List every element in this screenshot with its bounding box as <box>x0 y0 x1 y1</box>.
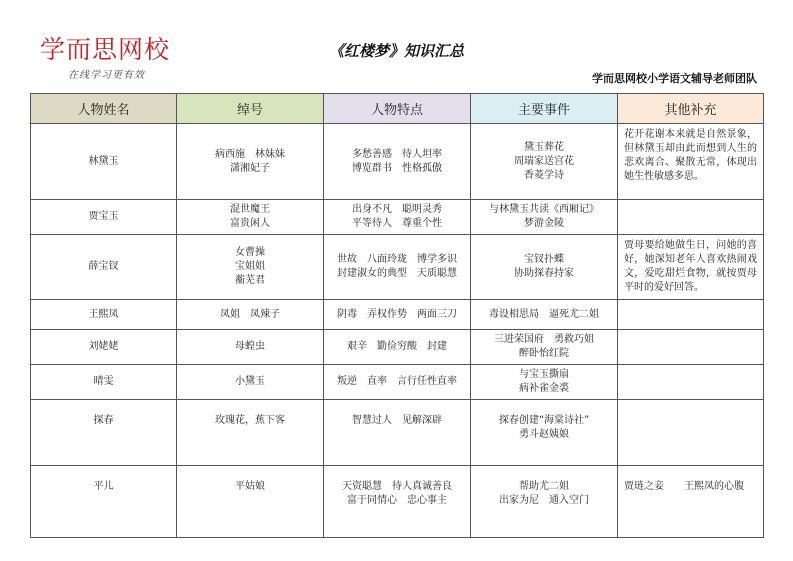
cell-character-name: 刘姥姥 <box>31 330 177 365</box>
cell-line: 智慧过人 见解深辟 <box>352 415 442 426</box>
cell-line: 贾母要给她做生日，问她的喜好，她深知老年人喜欢热闹戏文，爱吃甜烂食物，就按贾母平时的爱好回答。 <box>624 240 757 293</box>
cell-alias <box>177 466 324 538</box>
cell-line: 富贵闲人 <box>230 218 270 229</box>
cell-alias <box>177 300 324 330</box>
cell-line: 毒设相思局 逼死尤二姐 <box>489 308 599 320</box>
cell-character-name: 晴雯 <box>31 365 177 400</box>
cell-notes <box>618 400 764 466</box>
cell-notes <box>618 330 764 365</box>
cell-line: 蘅芜君 <box>235 275 265 286</box>
cell-traits <box>324 330 471 365</box>
cell-traits <box>324 235 471 300</box>
cell-character-name: 平儿 <box>31 466 177 538</box>
header-events: 主要事件 <box>471 94 618 124</box>
table-row <box>31 300 764 330</box>
cell-traits <box>324 466 471 538</box>
header-notes: 其他补充 <box>618 94 764 124</box>
cell-line: 出身不凡 聪明灵秀 <box>352 204 442 215</box>
cell-events <box>471 400 618 466</box>
document-title: 《红楼梦》知识汇总 <box>328 42 464 60</box>
cell-events <box>471 466 618 538</box>
cell-traits <box>324 365 471 400</box>
character-summary-table <box>30 93 764 538</box>
cell-traits <box>324 124 471 200</box>
cell-line: 醉卧怡红院 <box>519 348 569 359</box>
cell-events <box>471 124 618 200</box>
cell-line: 女曹操 <box>235 247 265 258</box>
cell-notes <box>618 200 764 235</box>
cell-notes <box>618 235 764 300</box>
cell-line: 协助探春持家 <box>514 268 574 279</box>
cell-notes <box>618 466 764 538</box>
cell-traits <box>324 200 471 235</box>
cell-alias <box>177 235 324 300</box>
cell-notes <box>618 124 764 200</box>
header-alias: 绰号 <box>177 94 324 124</box>
cell-line: 世故 八面玲珑 博学多识 <box>337 254 457 265</box>
cell-character-name: 王熙凤 <box>31 300 177 330</box>
cell-line: 贾琏之妾 王熙凤的心腹 <box>624 481 744 492</box>
organization-name: 学而思网校小学语文辅导老师团队 <box>592 72 757 85</box>
table-row <box>31 365 764 400</box>
cell-line: 博览群书 性格孤傲 <box>352 162 442 174</box>
cell-line: 多愁善感 待人坦率 <box>352 148 442 160</box>
cell-line: 帮助尤二姐 <box>519 481 569 492</box>
cell-line: 天资聪慧 待人真诚善良 <box>342 481 452 492</box>
cell-line: 凤姐 凤辣子 <box>220 308 280 320</box>
cell-notes <box>618 300 764 330</box>
cell-line: 出家为尼 通入空门 <box>499 495 589 506</box>
cell-line: 病补雀金裘 <box>519 383 569 394</box>
cell-line: 母蝗虫 <box>235 341 265 352</box>
logo-tagline: 在线学习更有效 <box>68 70 145 81</box>
cell-events <box>471 365 618 400</box>
cell-line: 三进荣国府 勇救巧姐 <box>494 334 594 345</box>
cell-line: 梦游金陵 <box>524 218 564 229</box>
cell-alias <box>177 330 324 365</box>
cell-line: 花开花谢本来就是自然景象，但林黛玉却由此而想到人生的悲欢离合、聚散无常，体现出她生性敏感多思。 <box>624 129 757 182</box>
header-traits: 人物特点 <box>324 94 471 124</box>
cell-line: 黛玉葬花 <box>524 141 564 153</box>
cell-events <box>471 330 618 365</box>
table-row <box>31 330 764 365</box>
table-row <box>31 124 764 200</box>
cell-line: 与宝玉撕扇 <box>519 369 569 380</box>
cell-line: 混世魔王 <box>230 204 270 215</box>
cell-line: 周瑞家送宫花 <box>514 155 574 167</box>
cell-line: 叛逆 直率 言行任性直率 <box>337 376 457 387</box>
cell-line: 平等待人 尊重个性 <box>352 218 442 229</box>
cell-events <box>471 200 618 235</box>
cell-line: 宝姐姐 <box>235 261 265 272</box>
cell-events <box>471 300 618 330</box>
cell-events <box>471 235 618 300</box>
cell-alias <box>177 365 324 400</box>
cell-character-name: 贾宝玉 <box>31 200 177 235</box>
cell-line: 病西施 林妹妹 <box>215 148 285 160</box>
cell-line: 小黛玉 <box>235 376 265 387</box>
cell-line: 艰辛 勤俭穷酸 封建 <box>347 341 447 352</box>
table-row <box>31 400 764 466</box>
cell-alias <box>177 124 324 200</box>
cell-line: 香菱学诗 <box>524 169 564 181</box>
table-row <box>31 235 764 300</box>
table-row <box>31 466 764 538</box>
cell-notes <box>618 365 764 400</box>
cell-line: 勇斗赵姨娘 <box>519 429 569 440</box>
cell-traits <box>324 300 471 330</box>
cell-character-name: 林黛玉 <box>31 124 177 200</box>
cell-line: 富于同情心 忠心事主 <box>347 495 447 506</box>
cell-line: 阴毒 弄权作势 两面三刀 <box>337 308 457 320</box>
cell-alias <box>177 200 324 235</box>
cell-line: 与林黛玉共读《西厢记》 <box>489 204 599 215</box>
header-name: 人物姓名 <box>31 94 177 124</box>
cell-line: 潇湘妃子 <box>230 162 270 174</box>
cell-line: 宝钗扑蝶 <box>524 254 564 265</box>
cell-line: 封建淑女的典型 天质聪慧 <box>337 268 457 279</box>
cell-traits <box>324 400 471 466</box>
cell-character-name: 探春 <box>31 400 177 466</box>
cell-line: 探春创建“海棠诗社” <box>498 415 590 426</box>
table-row <box>31 200 764 235</box>
table-header-row <box>31 94 764 124</box>
cell-line: 玫瑰花，蕉下客 <box>215 415 285 426</box>
cell-alias <box>177 400 324 466</box>
cell-character-name: 薛宝钗 <box>31 235 177 300</box>
cell-line: 平姑娘 <box>235 481 265 492</box>
logo-text: 学而思网校 <box>40 35 171 64</box>
